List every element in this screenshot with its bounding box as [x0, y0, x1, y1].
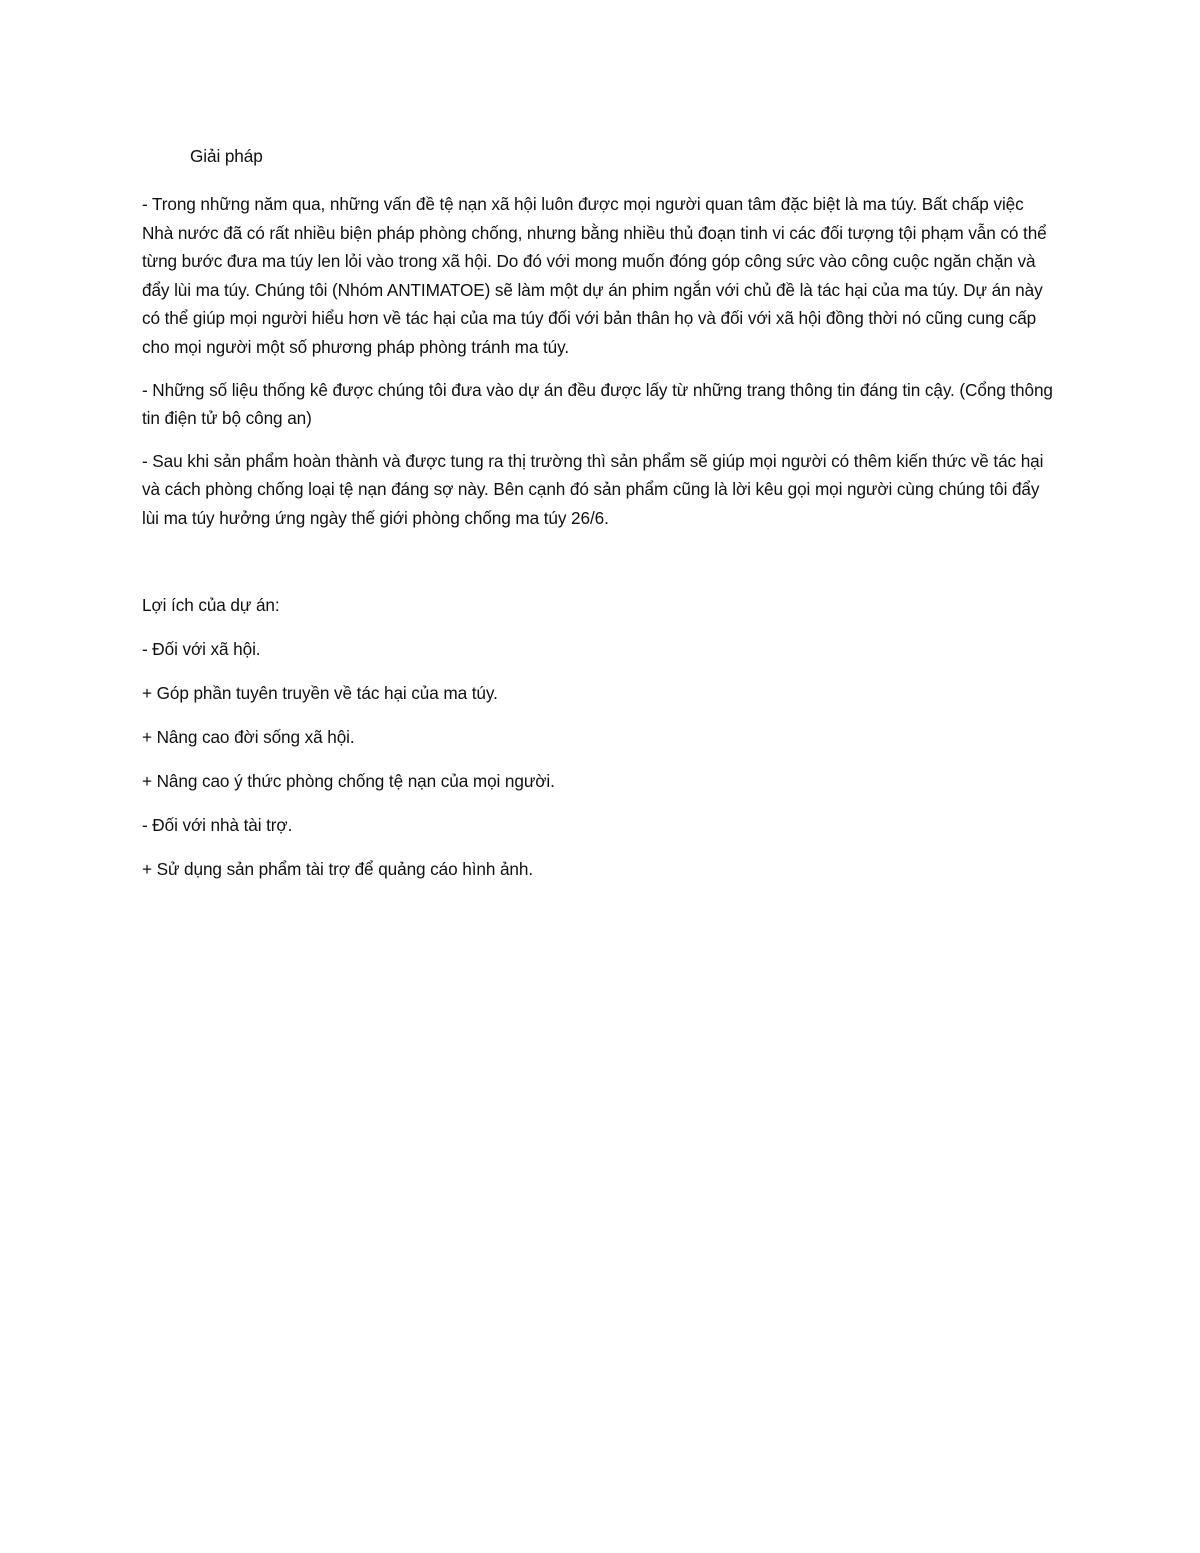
benefit-item: + Góp phần tuyên truyền về tác hại của ma túy.: [142, 682, 498, 703]
benefit-item: - Đối với nhà tài trợ.: [142, 814, 293, 835]
paragraph-data-source: - Những số liệu thống kê được chúng tôi đưa vào dự án đều được lấy từ những trang thông tin đáng tin cậy. (Cổng thông tin điện tử bộ công an): [142, 379, 1053, 429]
section-heading-benefits: Lợi ích của dự án:: [142, 594, 280, 615]
spacer: [142, 547, 1057, 591]
benefit-item: - Đối với xã hội.: [142, 638, 261, 659]
benefit-item: + Nâng cao ý thức phòng chống tệ nạn của mọi người.: [142, 770, 555, 791]
benefit-item: + Sử dụng sản phẩm tài trợ để quảng cáo hình ảnh.: [142, 858, 534, 879]
benefit-item: + Nâng cao đời sống xã hội.: [142, 726, 355, 747]
document-body: [142, 142, 1057, 899]
section-heading-solution: Giải pháp: [190, 146, 263, 166]
paragraph-product-impact: - Sau khi sản phẩm hoàn thành và được tung ra thị trường thì sản phẩm sẽ giúp mọi người có thêm kiến thức về tác hại và cách phòng chống loại tệ nạn đáng sợ này. Bên cạnh đó sản phẩm cũng là lời kêu gọi mọi người cùng chúng tôi đẩy lùi ma túy hưởng ứng ngày thế giới phòng chống ma túy 26/6.: [142, 450, 1044, 528]
paragraph-problem-statement: - Trong những năm qua, những vấn đề tệ nạn xã hội luôn được mọi người quan tâm đặc biệt là ma túy. Bất chấp việc Nhà nước đã có rất nhiều biện pháp phòng chống, nhưng bằng nhiều thủ đoạn tinh vi các đối tượng tội phạm vẫn có thể từng bước đưa ma túy len lỏi vào trong xã hội. Do đó với mong muốn đóng góp công sức vào công cuộc ngăn chặn và đẩy lùi ma túy. Chúng tôi (Nhóm ANTIMATOE) sẽ làm một dự án phim ngắn với chủ đề là tác hại của ma túy. Dự án này có thể giúp mọi người hiểu hơn về tác hại của ma túy đối với bản thân họ và đối với xã hội đồng thời nó cũng cung cấp cho mọi người một số phương pháp phòng tránh ma túy.: [142, 194, 1047, 357]
